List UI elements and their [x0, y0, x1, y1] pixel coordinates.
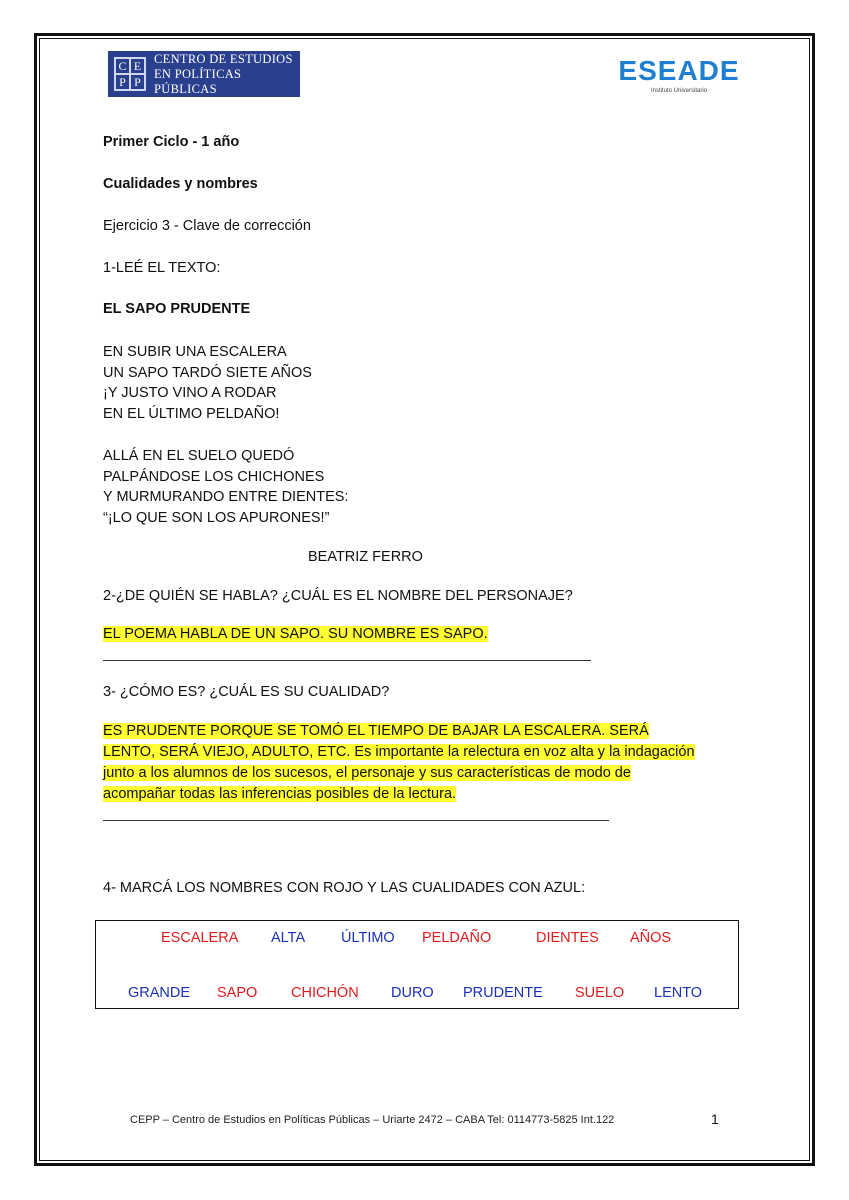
- eseade-logo-subtitle: Instituto Universitario: [650, 88, 708, 94]
- cepp-logo: [108, 51, 300, 97]
- word-noun: PELDAÑO: [422, 930, 492, 946]
- poem-line: EN SUBIR UNA ESCALERA: [103, 344, 287, 360]
- poem-line: ALLÁ EN EL SUELO QUEDÓ: [103, 448, 295, 464]
- word-quality: DURO: [391, 985, 434, 1001]
- poem-line: “¡LO QUE SON LOS APURONES!”: [103, 509, 330, 526]
- poem-line: ¡Y JUSTO VINO A RODAR: [103, 385, 277, 401]
- word-quality: ALTA: [271, 930, 306, 946]
- word-noun: SAPO: [217, 985, 258, 1001]
- cepp-letter: P: [115, 74, 130, 90]
- cepp-logo-mark: [114, 57, 146, 91]
- cepp-letter: P: [130, 74, 145, 90]
- answer-3-line: ES PRUDENTE PORQUE SE TOMÓ EL TIEMPO DE BAJAR LA ESCALERA. SERÁ: [103, 723, 649, 739]
- answer-3-line: acompañar todas las inferencias posibles de la lectura.: [103, 786, 457, 802]
- word-quality: ÚLTIMO: [341, 930, 395, 946]
- topic-heading: Cualidades y nombres: [103, 176, 258, 192]
- word-quality: GRANDE: [128, 985, 191, 1001]
- answer-2: EL POEMA HABLA DE UN SAPO. SU NOMBRE ES SAPO.: [103, 626, 488, 642]
- word-noun: CHICHÓN: [291, 985, 359, 1001]
- answer-3: [103, 721, 695, 805]
- word-quality: PRUDENTE: [463, 985, 543, 1001]
- poem-line: Y MURMURANDO ENTRE DIENTES:: [103, 489, 349, 505]
- word-noun: SUELO: [575, 985, 625, 1001]
- word-noun: DIENTES: [536, 930, 599, 946]
- cepp-logo-text: [154, 52, 300, 97]
- eseade-logo: ESEADE: [618, 55, 740, 86]
- poem-author: BEATRIZ FERRO: [308, 549, 423, 565]
- poem-line: EN EL ÚLTIMO PELDAÑO!: [103, 405, 280, 422]
- question-3: 3- ¿CÓMO ES? ¿CUÁL ES SU CUALIDAD?: [103, 684, 390, 700]
- cepp-logo-line2: EN POLÍTICAS PÚBLICAS: [154, 66, 242, 96]
- answer-2-underline: [103, 660, 591, 661]
- footer-address: CEPP – Centro de Estudios en Políticas Públicas – Uriarte 2472 – CABA Tel: 0114773-5825 Int.122: [130, 1114, 615, 1126]
- poem-stanza-1: [103, 342, 312, 424]
- page-number: 1: [711, 1111, 719, 1127]
- cepp-letter: E: [130, 58, 145, 74]
- cepp-logo-line1: CENTRO DE ESTUDIOS: [154, 51, 293, 66]
- word-quality: LENTO: [654, 985, 703, 1001]
- poem-title: EL SAPO PRUDENTE: [103, 301, 251, 317]
- poem-stanza-2: [103, 446, 348, 528]
- poem-line: PALPÁNDOSE LOS CHICHONES: [103, 468, 325, 485]
- word-noun: AÑOS: [630, 930, 672, 946]
- cepp-letter: C: [115, 58, 130, 74]
- question-1: 1-LEÉ EL TEXTO:: [103, 260, 221, 276]
- answer-3-underline: [103, 820, 609, 821]
- poem-line: UN SAPO TARDÓ SIETE AÑOS: [103, 364, 312, 381]
- question-4: 4- MARCÁ LOS NOMBRES CON ROJO Y LAS CUALIDADES CON AZUL:: [103, 880, 586, 896]
- question-2: 2-¿DE QUIÉN SE HABLA? ¿CUÁL ES EL NOMBRE DEL PERSONAJE?: [103, 588, 573, 604]
- exercise-heading: Ejercicio 3 - Clave de corrección: [103, 218, 311, 234]
- cycle-heading: Primer Ciclo - 1 año: [103, 134, 240, 150]
- answer-3-line: junto a los alumnos de los sucesos, el personaje y sus características de modo de: [103, 765, 631, 781]
- word-noun: ESCALERA: [161, 930, 239, 946]
- answer-3-line: LENTO, SERÁ VIEJO, ADULTO, ETC. Es importante la relectura en voz alta y la indagación: [103, 744, 695, 760]
